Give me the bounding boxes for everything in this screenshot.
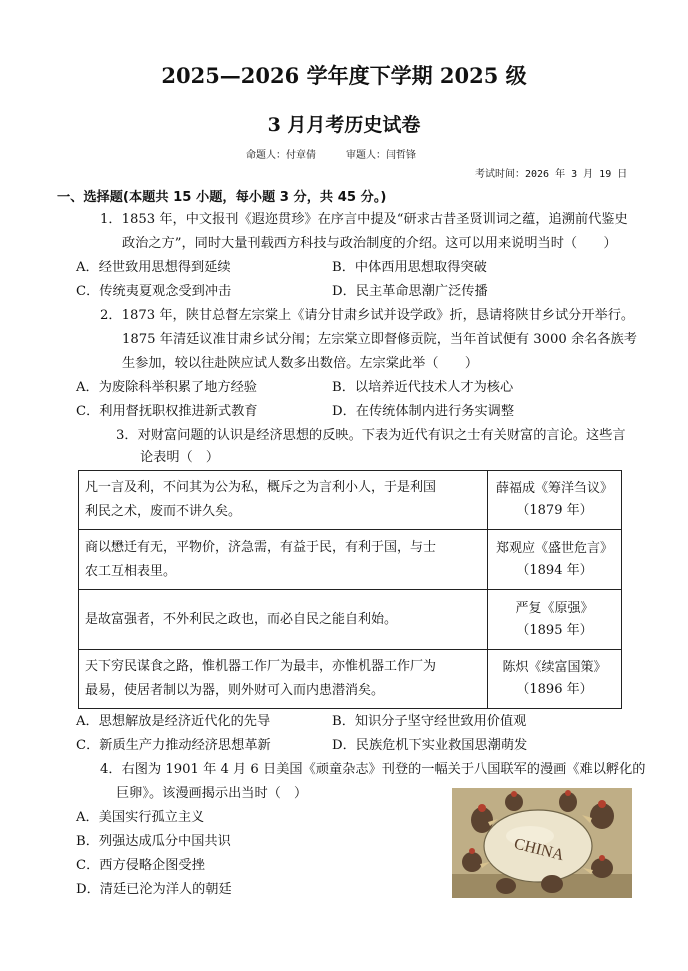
egg-label: CHINA <box>512 835 566 865</box>
source-cell: 薛福成《筹洋刍议》 （1879 年） <box>488 471 622 530</box>
table-row <box>79 471 622 530</box>
q1-option-d: D．民主革命思潮广泛传播 <box>332 284 488 299</box>
exam-title: 2025—2026 学年度下学期 2025 级 <box>161 63 527 88</box>
q2-stem-line-2: 1875 年清廷议准甘肃乡试分闱；左宗棠立即督修贡院，当年首试便有 3000 余名各族考 <box>122 332 637 347</box>
exam-authors: 命题人：付章倩 审题人：闫哲锋 <box>246 150 416 161</box>
quote-cell: 凡一言及利，不问其为公为私，概斥之为言利小人，于是利国 利民之术，废而不讲久矣。 <box>79 471 488 530</box>
q4-option-b: B．列强达成瓜分中国共识 <box>76 834 231 849</box>
source-cell: 陈炽《续富国策》 （1896 年） <box>488 650 622 709</box>
exam-time: 考试时间：2026 年 3 月 19 日 <box>475 169 628 180</box>
table-row <box>79 650 622 709</box>
quote-cell: 商以懋迁有无，平物价，济急需，有益于民，有利于国，与士 农工互相表里。 <box>79 530 488 590</box>
q1-option-c: C．传统夷夏观念受到冲击 <box>76 284 232 299</box>
source-cell: 郑观应《盛世危言》 （1894 年） <box>488 530 622 590</box>
q1-stem-line-2: 政治之方”，同时大量刊载西方科技与政治制度的介绍。这可以用来说明当时（ ） <box>122 236 617 251</box>
quote-cell: 是故富强者，不外利民之政也，而必自民之能自利始。 <box>79 590 488 650</box>
q3-option-d: D．民族危机下实业救国思潮萌发 <box>332 738 528 753</box>
q2-option-b: B．以培养近代技术人才为核心 <box>332 380 514 395</box>
table-row <box>79 530 622 590</box>
q2-option-d: D．在传统体制内进行务实调整 <box>332 404 515 419</box>
q3-option-b: B．知识分子坚守经世致用价值观 <box>332 714 527 729</box>
quotes-table <box>78 470 622 709</box>
q2-option-c: C．利用督抚职权推进新式教育 <box>76 404 258 419</box>
section-heading: 一、选择题(本题共 15 小题，每小题 3 分，共 45 分。) <box>57 190 387 205</box>
q4-option-c: C．西方侵略企图受挫 <box>76 858 205 873</box>
exam-subtitle: 3 月月考历史试卷 <box>267 114 421 136</box>
q2-option-a: A．为废除科举积累了地方经验 <box>76 380 257 395</box>
q4-option-d: D．清廷已沦为洋人的朝廷 <box>76 882 232 897</box>
q2-stem-line-3: 生参加，较以往赴陕应试人数多出数倍。左宗棠此举（ ） <box>122 356 479 371</box>
q4-stem-line-1: 4．右图为 1901 年 4 月 6 日美国《顽童杂志》刊登的一幅关于八国联军的漫画《难以孵化的 <box>100 762 646 777</box>
source-cell: 严复《原强》 （1895 年） <box>488 590 622 650</box>
q2-stem-line-1: 2．1873 年，陕甘总督左宗棠上《请分甘肃乡试并设学政》折，恳请将陕甘乡试分开举行。 <box>100 308 635 323</box>
cartoon-image <box>452 788 632 898</box>
q3-stem-line-1: 3．对财富问题的认识是经济思想的反映。下表为近代有识之士有关财富的言论。这些言 <box>116 428 626 443</box>
q1-option-a: A．经世致用思想得到延续 <box>76 260 231 275</box>
q1-option-b: B．中体西用思想取得突破 <box>332 260 487 275</box>
q3-option-c: C．新质生产力推动经济思想革新 <box>76 738 271 753</box>
quote-cell: 天下穷民谋食之路，惟机器工作厂为最丰，亦惟机器工作厂为 最易，使居者制以为器，则外财可入而内患潜消矣。 <box>79 650 488 709</box>
q4-option-a: A．美国实行孤立主义 <box>76 810 205 825</box>
q4-stem-line-2: 巨卵》。该漫画揭示出当时（ ） <box>116 786 308 801</box>
q3-option-a: A．思想解放是经济近代化的先导 <box>76 714 271 729</box>
table-row <box>79 590 622 650</box>
q3-stem-line-2: 论表明（ ） <box>140 450 220 465</box>
q1-stem-line-1: 1．1853 年，中文报刊《遐迩贯珍》在序言中提及“研求古昔圣贤训词之蕴，追溯前代鉴史 <box>100 212 628 227</box>
cartoon-illustration <box>452 788 632 898</box>
